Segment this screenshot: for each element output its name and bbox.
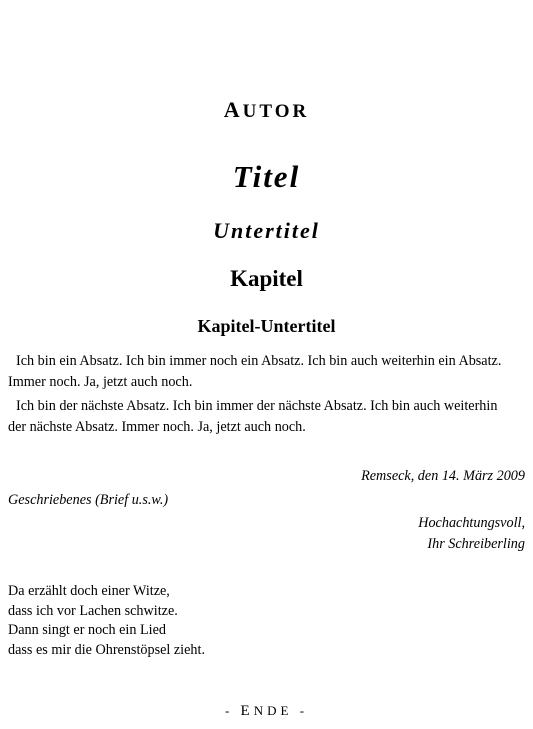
closing-signature: Ihr Schreiberling (427, 536, 525, 552)
poem-line-3: Dann singt er noch ein Lied (8, 622, 166, 638)
poem-line-4: dass es mir die Ohrenstöpsel zieht. (8, 641, 206, 658)
end-marker (0, 701, 533, 721)
chapter-heading: Kapitel (230, 266, 303, 291)
author-heading (0, 98, 533, 124)
paragraph-2 (8, 396, 525, 438)
paragraph-2-line-2: der nächste Absatz. Immer noch. Ja, jetzt auch noch. (8, 419, 306, 435)
poem-line-1: Da erzählt doch einer Witze, (8, 583, 170, 599)
document-subtitle: Untertitel (213, 218, 320, 243)
letter-closing (418, 513, 525, 555)
closing-salutation: Hochachtungsvoll, (418, 515, 525, 531)
place-date-line: Remseck, den 14. März 2009 (361, 468, 525, 484)
paragraph-2-line-1: Ich bin der nächste Absatz. Ich bin immer der nächste Absatz. Ich bin auch weiterhin (16, 398, 498, 414)
author-initial: A (223, 97, 243, 122)
paragraph-1-line-2: Immer noch. Ja, jetzt auch noch. (8, 374, 193, 390)
chapter-subtitle: Kapitel-Untertitel (197, 316, 336, 336)
end-right-dash: - (299, 703, 309, 718)
end-left-dash: - (224, 703, 234, 718)
poem (8, 582, 205, 660)
document-title: Titel (232, 159, 301, 194)
poem-line-2: dass ich vor Lachen schwitze. (8, 602, 178, 619)
end-initial: E (240, 703, 254, 719)
end-rest: NDE (253, 703, 293, 718)
author-rest: UTOR (242, 101, 310, 122)
written-note: Geschriebenes (Brief u.s.w.) (8, 492, 169, 508)
paragraph-1-line-1: Ich bin ein Absatz. Ich bin immer noch ein Absatz. Ich bin auch weiterhin ein Absatz. (16, 353, 502, 369)
paragraph-1 (8, 351, 525, 393)
